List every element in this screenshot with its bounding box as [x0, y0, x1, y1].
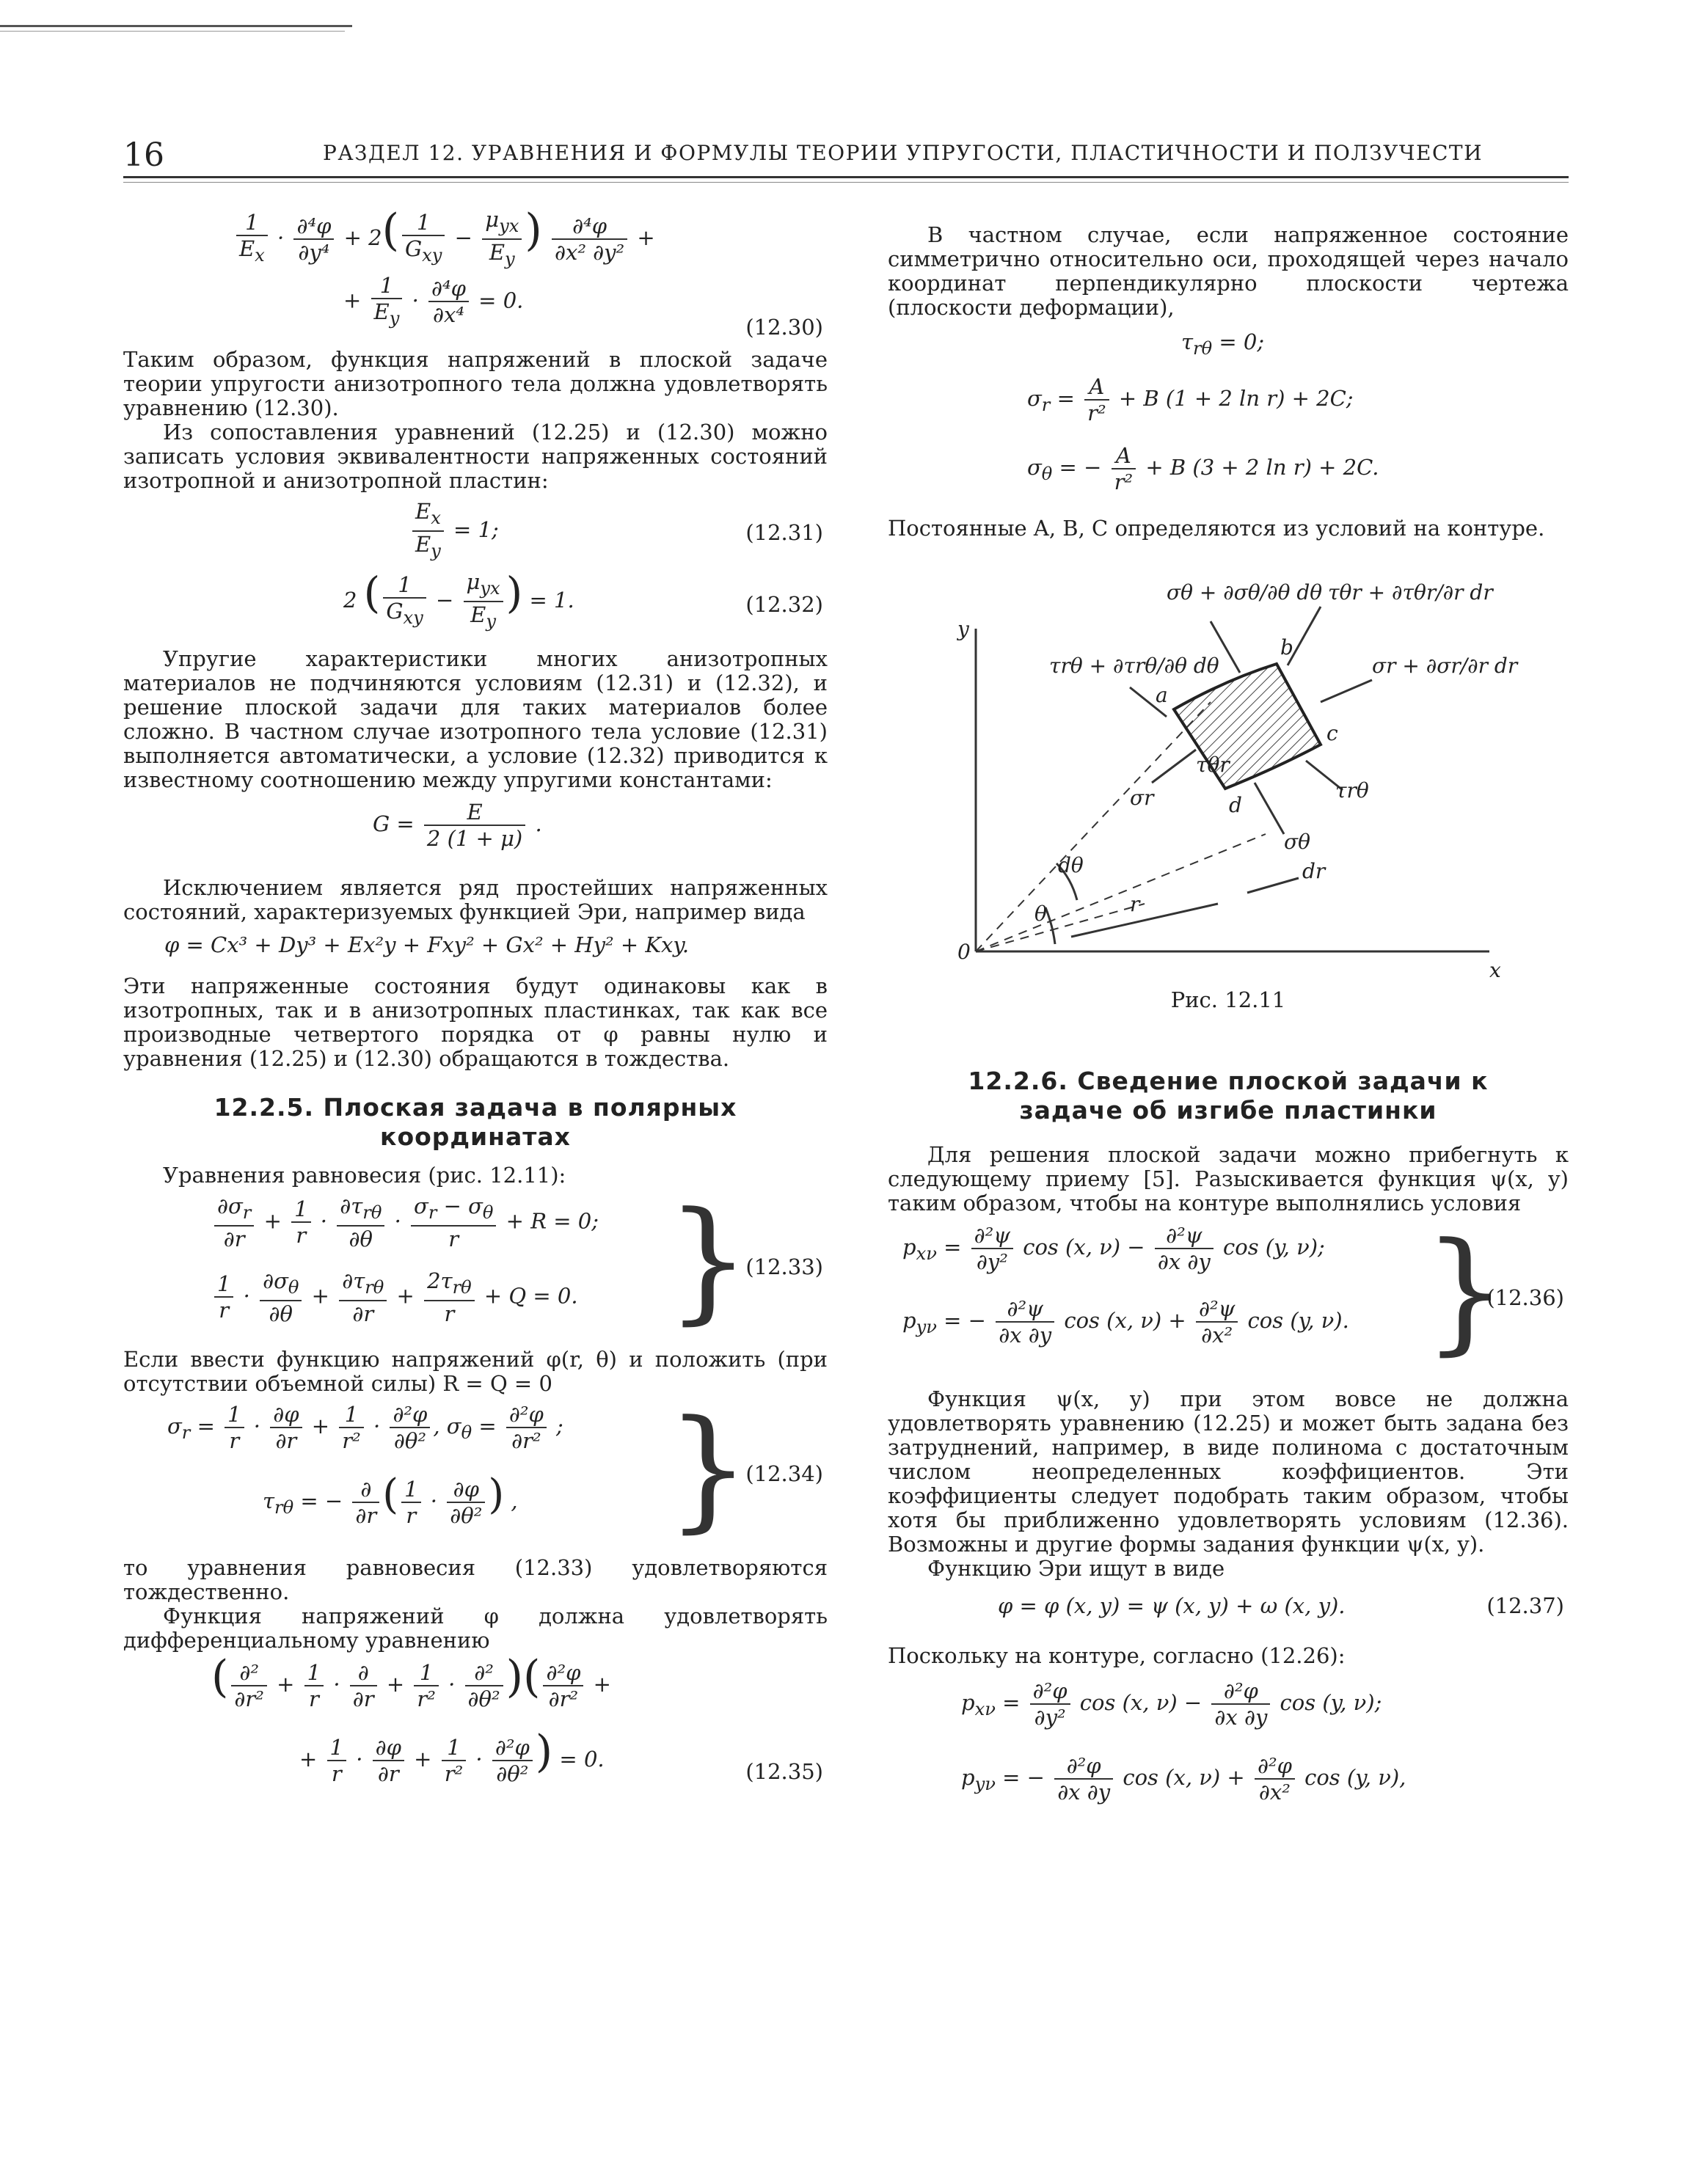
label-r: r: [1130, 892, 1140, 916]
equation-number: (12.30): [745, 315, 823, 340]
equation-12-31: $\frac{E_x}{E_y}$ = 1; (12.31): [123, 493, 828, 566]
scan-edge-line: [0, 31, 345, 32]
equation-number: (12.31): [745, 520, 823, 545]
brace: }: [666, 1392, 751, 1546]
label-dtheta: dθ: [1058, 853, 1084, 877]
brace: }: [1423, 1215, 1508, 1368]
section-heading: 12.2.6. Сведение плоской задачи к задаче об изгибе пластинки: [968, 1067, 1489, 1125]
label-tau-theta-r: τθr: [1196, 753, 1230, 777]
label-y: y: [957, 617, 969, 641]
paragraph: Для решения плоской задачи можно прибегнуть к следующему приему [5]. Разыскивается функция ψ(x, y) таким образом, чтобы на контуре выполнялись условия: [888, 1142, 1569, 1216]
equation-number: (12.34): [745, 1461, 823, 1486]
paragraph: Функция напряжений φ должна удовлетворять дифференциальному уравнению: [123, 1604, 828, 1653]
running-title: РАЗДЕЛ 12. УРАВНЕНИЯ И ФОРМУЛЫ ТЕОРИИ УПРУГОСТИ, ПЛАСТИЧНОСТИ И ПОЛЗУЧЕСТИ: [323, 141, 1483, 165]
label-dr: dr: [1302, 859, 1326, 883]
dr-line: [1247, 878, 1299, 893]
equation-12-33: $\frac{\partial\sigma_r}{\partial r}$ + $\frac{1}{r}$ · $\frac{\partial\tau_{r\theta}}{\partial\theta}$ · $\frac{\sigma_r - \sigma_\theta}{r}$ + R = 0; $\frac{1}{r}$ · $\frac{\partial\sigma_\theta}{\partial\theta}$ + $\frac{\partial\tau_{r\theta}}{\partial r}$ + $\frac{2\tau_{r\theta}}{r}$ + Q = 0. } (12.33): [123, 1188, 828, 1342]
brace: }: [666, 1184, 751, 1337]
equation-12-30: $\frac{1}{E_x}$ · $\frac{\text{∂⁴φ}}{\text{∂y⁴}}$ + 2( $\frac{1}{G_{xy}}$ − $\frac{\mu_{yx}}{E_y}$ ) $\frac{\text{∂⁴φ}}{\text{∂x² ∂y²}}$ + + $\frac{1}{E_y}$ · $\frac{\text{∂⁴φ}}{\text{∂x⁴}}$ = 0. (12.30): [123, 200, 828, 339]
radial-line: [976, 904, 1145, 951]
label-tau-theta-r-plus: τθr + ∂τθr/∂r dr: [1328, 580, 1493, 604]
equation-number: (12.33): [745, 1254, 823, 1279]
equation-12-37: φ = φ (x, y) = ψ (x, y) + ω (x, y). (12.37): [998, 1593, 1564, 1618]
equation-number: (12.37): [1486, 1593, 1564, 1618]
equation-contour-phi: $p_{x\nu}$ = $\frac{\text{∂²φ}}{\text{∂y²}}$ cos (x, ν) − $\frac{\text{∂²φ}}{\partial x \partial y}$ cos (y, ν); $p_{y\nu}$ = − $\frac{\text{∂²φ}}{\partial x \partial y}$ cos (x, ν) + $\frac{\text{∂²φ}}{\text{∂x²}}$ cos (y, ν),: [961, 1678, 1406, 1805]
angle-arc: [1045, 907, 1055, 944]
label-tau-r-theta-plus: τrθ + ∂τrθ/∂θ dθ: [1049, 654, 1219, 678]
paragraph: Из сопоставления уравнений (12.25) и (12.30) можно записать условия эквивалентности напряженных состояний изотропной и анизотропной пластин:: [123, 420, 828, 493]
paragraph: В частном случае, если напряженное состояние симметрично относительно оси, проходящей через начало координат перпендикулярно плоскости чертежа (плоскости деформации),: [888, 222, 1569, 320]
equation-12-34: $\sigma_r$ = $\frac{1}{r}$ · $\frac{\partial\varphi}{\partial r}$ + $\frac{1}{\text{r²}}$ · $\frac{\text{∂²φ}}{\text{∂θ²}}$ , $\sigma_\theta$ = $\frac{\text{∂²φ}}{\text{∂r²}}$ ; $\tau_{r\theta}$ = − $\frac{\partial}{\partial r}$ ( $\frac{1}{r}$ · $\frac{\partial\varphi}{\text{∂θ²}}$ ) , } (12.34): [167, 1392, 823, 1546]
equation-12-32: 2 ( $\frac{1}{G_{xy}}$ − $\frac{\mu_{yx}}{E_y}$ ) = 1. (12.32): [343, 567, 823, 632]
right-column: [888, 200, 1569, 1829]
equation-symmetric-stress: $\tau_{r\theta} = 0$; $\sigma_r$ = $\frac{A}{\text{r²}}$ + B (1 + 2 ln r) + 2C; $\sigma_\theta$ = − $\frac{A}{\text{r²}}$ + B (3 + 2 ln r) + 2C.: [1027, 329, 1379, 494]
equation-shear-modulus: G = $\frac{E}{2 (1 + \mu)}$ .: [373, 800, 542, 851]
header-rule: [123, 182, 1569, 183]
label-x: x: [1489, 958, 1501, 981]
label-c: c: [1326, 721, 1338, 745]
equation-number: (12.36): [1486, 1285, 1564, 1310]
paragraph: Постоянные A, B, C определяются из условий на контуре.: [888, 516, 1545, 541]
label-sigma-theta-plus: σθ + ∂σθ/∂θ dθ: [1167, 580, 1323, 604]
paragraph: Эти напряженные состояния будут одинаковы как в изотропных, так и в анизотропных пластинках, так как все производные четвертого порядка от φ равны нулю и уравнения (12.25) и (12.30) обращаются в тождества.: [123, 973, 828, 1071]
paragraph: Если ввести функцию напряжений φ(r, θ) и положить (при отсутствии объемной силы) R = Q = 0: [123, 1347, 828, 1396]
figure-12-11: [888, 570, 1569, 981]
radial-line: [976, 834, 1266, 951]
label-theta: θ: [1034, 902, 1047, 926]
header-rule: [123, 176, 1569, 178]
paragraph: Таким образом, функция напряжений в плоской задаче теории упругости анизотропного тела должна удовлетворять уравнению (12.30).: [123, 347, 828, 420]
paragraph: Функция ψ(x, y) при этом вовсе не должна удовлетворять уравнению (12.25) и может быть задана без затруднений, например, в виде полинома с достаточным числом неопределенных коэффициентов. Эти коэффициенты следует подобрать таким образом, чтобы хотя бы приближенно удовлетворять условиям (12.36). Возможны и другие формы задания функции ψ(x, y).: [888, 1386, 1569, 1557]
label-origin: 0: [957, 940, 971, 964]
paragraph: Уравнения равновесия (рис. 12.11):: [163, 1163, 566, 1188]
paragraph: Функцию Эри ищут в виде: [927, 1556, 1225, 1581]
label-b: b: [1280, 635, 1293, 659]
radius-line: [1071, 904, 1218, 937]
paragraph: то уравнения равновесия (12.33) удовлетворяются тождественно.: [123, 1555, 828, 1604]
equation-number: (12.32): [745, 592, 823, 617]
arrow: [1152, 750, 1196, 783]
left-column: [123, 200, 828, 1807]
page-number: 16: [123, 136, 164, 174]
label-tau-r-theta: τrθ: [1335, 778, 1369, 803]
scan-edge-line: [0, 25, 352, 27]
label-a: a: [1156, 683, 1168, 707]
arrow: [1321, 680, 1372, 702]
section-heading: 12.2.5. Плоская задача в полярных координатах: [213, 1093, 737, 1151]
polar-element-diagram: [888, 570, 1569, 981]
figure-caption: Рис. 12.11: [1170, 987, 1286, 1012]
equation-12-36: $p_{x\nu}$ = $\frac{\text{∂²ψ}}{\text{∂y²}}$ cos (x, ν) − $\frac{\text{∂²ψ}}{\partial x \partial y}$ cos (y, ν); $p_{y\nu}$ = − $\frac{\text{∂²ψ}}{\partial x \partial y}$ cos (x, ν) + $\frac{\text{∂²ψ}}{\text{∂x²}}$ cos (y, ν). } (12.36): [902, 1215, 1564, 1368]
equation-polynomial: φ = Cx³ + Dy³ + Ex²y + Fxy² + Gx² + Hy² + Kxy.: [164, 932, 690, 957]
equation-12-35: ( $\frac{\text{∂²}}{\text{∂r²}}$ + $\frac{1}{r}$ · $\frac{\partial}{\partial r}$ + $\frac{1}{\text{r²}}$ · $\frac{\text{∂²}}{\text{∂θ²}}$ )( $\frac{\text{∂²φ}}{\text{∂r²}}$ + + $\frac{1}{r}$ · $\frac{\partial\varphi}{\partial r}$ + $\frac{1}{\text{r²}}$ · $\frac{\text{∂²φ}}{\text{∂θ²}}$ ) = 0. (12.35): [211, 1651, 823, 1786]
label-d: d: [1229, 793, 1242, 817]
equation-number: (12.35): [745, 1759, 823, 1784]
label-sigma-theta: σθ: [1284, 830, 1310, 854]
arrow: [1255, 783, 1284, 834]
paragraph: Упругие характеристики многих анизотропных материалов не подчиняются условиям (12.31) и (12.32), и решение плоской задачи для таких материалов более сложно. В частном случае изотропного тела условие (12.31) выполняется автоматически, а условие (12.32) приводится к известному соотношению между упругими константами:: [123, 646, 828, 792]
paragraph: Поскольку на контуре, согласно (12.26):: [888, 1643, 1346, 1668]
label-sigma-r-plus: σr + ∂σr/∂r dr: [1372, 654, 1518, 678]
label-sigma-r: σr: [1130, 786, 1154, 810]
paragraph: Исключением является ряд простейших напряженных состояний, характеризуемых функцией Эри, например вида: [123, 875, 828, 924]
